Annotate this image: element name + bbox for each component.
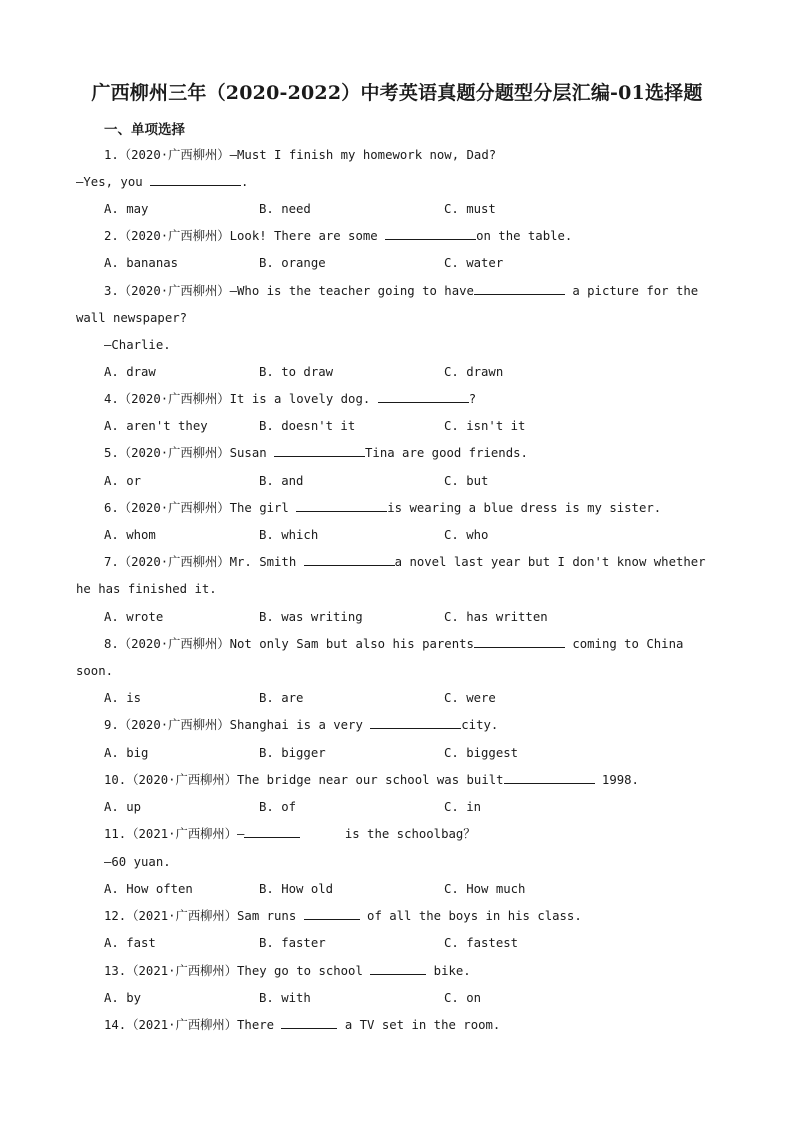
answer-blank[interactable] [244,825,300,838]
option-a[interactable]: A. or [104,474,142,488]
question-stem: 2.（2020·广西柳州）Look! There are some on the table. [104,229,573,243]
option-b[interactable]: B. of [259,800,297,814]
option-a[interactable]: A. bananas [104,256,179,270]
question-stem: 14.（2021·广西柳州）There a TV set in the room. [104,1018,501,1032]
answer-blank[interactable] [474,635,565,648]
question-stem: wall newspaper? [76,311,188,325]
option-b[interactable]: B. with [259,991,311,1005]
question-stem: —Yes, you . [76,175,249,189]
question-stem: 7.（2020·广西柳州）Mr. Smith a novel last year but I don't know whether [104,555,706,569]
option-c[interactable]: C. How much [444,882,526,896]
option-a[interactable]: A. wrote [104,610,164,624]
answer-blank[interactable] [370,716,461,729]
answer-blank[interactable] [304,553,395,566]
question-stem: 6.（2020·广西柳州）The girl is wearing a blue dress is my sister. [104,501,662,515]
option-b[interactable]: B. and [259,474,304,488]
option-c[interactable]: C. water [444,256,504,270]
question-stem: 13.（2021·广西柳州）They go to school bike. [104,964,471,978]
option-a[interactable]: A. by [104,991,142,1005]
question-stem: 8.（2020·广西柳州）Not only Sam but also his parents coming to China [104,637,684,651]
answer-blank[interactable] [474,282,565,295]
option-a[interactable]: A. fast [104,936,156,950]
question-stem: 4.（2020·广西柳州）It is a lovely dog. ? [104,392,477,406]
option-c[interactable]: C. drawn [444,365,504,379]
option-a[interactable]: A. up [104,800,142,814]
option-b[interactable]: B. which [259,528,319,542]
question-stem: 10.（2020·广西柳州）The bridge near our school was built 1998. [104,773,639,787]
option-a[interactable]: A. is [104,691,142,705]
option-c[interactable]: C. fastest [444,936,519,950]
question-stem: 12.（2021·广西柳州）Sam runs of all the boys in his class. [104,909,582,923]
option-c[interactable]: C. has written [444,610,548,624]
option-b[interactable]: B. are [259,691,304,705]
question-stem: —Charlie. [104,338,171,352]
option-a[interactable]: A. draw [104,365,156,379]
option-a[interactable]: A. may [104,202,149,216]
option-b[interactable]: B. faster [259,936,326,950]
option-c[interactable]: C. in [444,800,482,814]
answer-blank[interactable] [304,907,360,920]
question-stem: he has finished it. [76,582,217,596]
section-heading: 一、单项选择 [104,122,185,138]
question-stem: 3.（2020·广西柳州）—Who is the teacher going to have a picture for the [104,284,699,298]
question-stem: 9.（2020·广西柳州）Shanghai is a very city. [104,718,499,732]
option-c[interactable]: C. biggest [444,746,519,760]
option-b[interactable]: B. was writing [259,610,363,624]
question-stem: —60 yuan. [104,855,171,869]
option-a[interactable]: A. whom [104,528,156,542]
option-b[interactable]: B. bigger [259,746,326,760]
option-c[interactable]: C. but [444,474,489,488]
question-stem: 11.（2021·广西柳州）— is the schoolbag？ [104,827,476,841]
option-b[interactable]: B. doesn't it [259,419,356,433]
question-stem: soon. [76,664,114,678]
option-c[interactable]: C. on [444,991,482,1005]
answer-blank[interactable] [370,962,426,975]
answer-blank[interactable] [385,227,476,240]
option-c[interactable]: C. who [444,528,489,542]
question-stem: 5.（2020·广西柳州）Susan Tina are good friends. [104,446,528,460]
question-stem: 1.（2020·广西柳州）—Must I finish my homework now, Dad? [104,148,497,162]
option-c[interactable]: C. were [444,691,496,705]
answer-blank[interactable] [378,390,469,403]
option-c[interactable]: C. isn't it [444,419,526,433]
answer-blank[interactable] [281,1016,337,1029]
option-b[interactable]: B. to draw [259,365,334,379]
option-a[interactable]: A. How often [104,882,193,896]
option-a[interactable]: A. aren't they [104,419,208,433]
option-b[interactable]: B. orange [259,256,326,270]
option-a[interactable]: A. big [104,746,149,760]
answer-blank[interactable] [150,173,241,186]
option-b[interactable]: B. need [259,202,311,216]
answer-blank[interactable] [296,499,387,512]
option-c[interactable]: C. must [444,202,496,216]
page-title: 广西柳州三年（2020-2022）中考英语真题分题型分层汇编-01选择题 [91,82,703,104]
option-b[interactable]: B. How old [259,882,334,896]
answer-blank[interactable] [504,771,595,784]
answer-blank[interactable] [274,444,365,457]
